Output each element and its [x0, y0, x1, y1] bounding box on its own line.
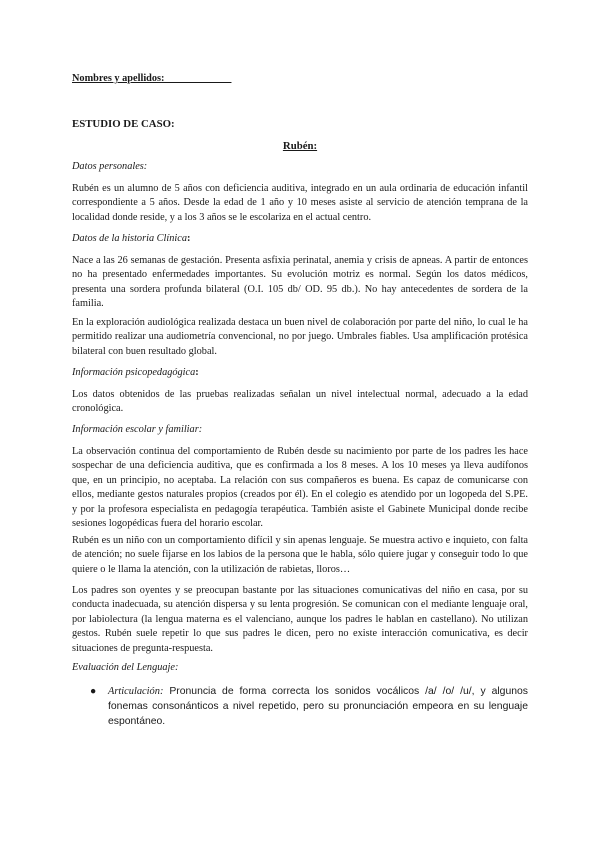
clinical-paragraph-2: En la exploración audiológica realizada destaca un buen nivel de colaboración por parte del niño, lo cual le ha permitido realizar una audiometría convencional, no por juego. Umbrales fiables. Usa amplificación protésica bilateral con buen resultado global. [72, 317, 528, 357]
name-blank: _____________ [164, 73, 232, 84]
name-label: Nombres y apellidos: [72, 73, 165, 84]
psycho-text: Los datos obtenidos de las pruebas realizadas señalan un nivel intelectual normal, adecuado a la edad cronológica. [72, 389, 528, 415]
name-line [72, 72, 528, 86]
list-item [90, 684, 528, 729]
clinical-heading: Datos de la historia Clínica [72, 233, 187, 244]
bullet-text [108, 684, 528, 729]
bullet-body: Pronuncia de forma correcta los sonidos vocálicos /a/ /o/ /u/, y algunos fonemas consonánticos a nivel repetido, pero su pronunciación empeora en su lenguaje espontáneo. [108, 686, 528, 727]
psycho-heading-suffix: : [195, 367, 199, 378]
bullet-icon: ● [90, 686, 97, 697]
case-name: Rubén: [282, 140, 318, 152]
clinical-heading-line [72, 232, 528, 246]
bullet-title: Articulación: [108, 686, 164, 697]
personal-text: Rubén es un alumno de 5 años con deficiencia auditiva, integrado en un aula ordinaria de educación infantil correspondiente a 5 años. Desde la edad de 1 año y 10 meses asiste al servicio de atención temprana de la localidad donde reside, y a los 3 años se le escolariza en el actual centro. [72, 183, 528, 223]
clinical-heading-suffix: : [187, 233, 191, 244]
clinical-paragraph-1: Nace a las 26 semanas de gestación. Presenta asfixia perinatal, anemia y crisis de apneas. A partir de entonces no ha presentado enfermedades importantes. Su evolución motriz es normal. Según los datos médicos, presenta una sordera profunda bilateral (O.I. 105 db/ OD. 95 db.). No hay antecedentes de sordera de la familia. [72, 255, 528, 310]
psycho-heading: Información psicopedagógica [72, 367, 196, 378]
language-heading: Evaluación del Lenguaje: [72, 662, 179, 673]
section-title: ESTUDIO DE CASO: [72, 118, 175, 130]
psycho-heading-line [72, 366, 528, 380]
family-heading: Información escolar y familiar: [72, 424, 203, 435]
personal-heading: Datos personales: [72, 161, 148, 172]
family-paragraph-1: La observación continua del comportamiento de Rubén desde su nacimiento por parte de los padres les hace sospechar de una deficiencia auditiva, que es confirmada a los 8 meses. A los 10 meses ya lleva audífonos que, en un principio, no aceptaba. La relación con sus compañeros es buena. Es capaz de comunicarse con ellos, mediante gestos naturales propios (creados por él). En el colegio es atendido por un logopeda del S.PE. y por la profesora especialista en pedagogía terapéutica. También asiste el Gabinete Municipal donde recibe sesiones logopédicas fuera del horario escolar. [72, 446, 528, 530]
family-paragraph-3: Los padres son oyentes y se preocupan bastante por las situaciones comunicativas del niño en casa, por su conducta inadecuada, su atención dispersa y su lenta progresión. Se comunican con el mediante lenguaje oral, por labiolectura (la lengua materna es el valenciano, aunque los padres le hablan en castellano). No utilizan gestos. Rubén suele repetir lo que sus padres le dicen, pero no existe interacción comunicativa, es decir situaciones de pregunta-respuesta. [72, 585, 528, 654]
family-paragraph-2: Rubén es un niño con un comportamiento difícil y sin apenas lenguaje. Se muestra activo e inquieto, con falta de atención; no suele fijarse en los labios de la persona que le habla, sólo quiere jugar y conseguir todo lo que quiere o le llama la atención, con la utilización de rabietas, lloros… [72, 535, 528, 575]
